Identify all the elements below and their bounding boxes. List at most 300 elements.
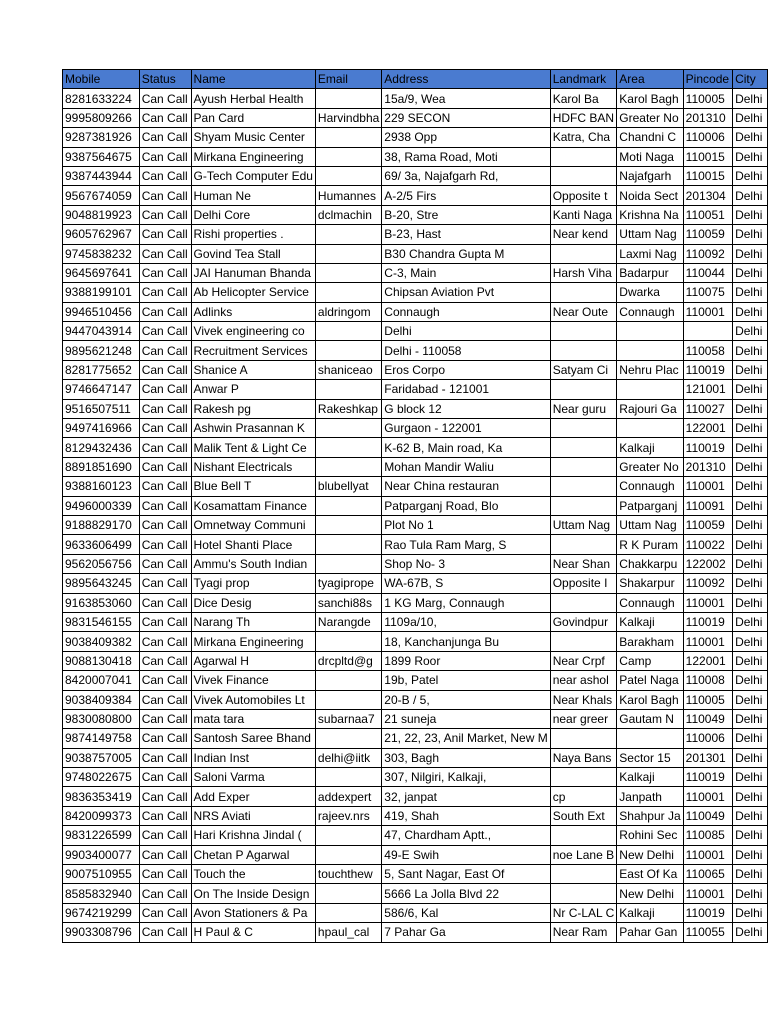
cell-email[interactable] [315, 244, 381, 263]
cell-pincode[interactable]: 110065 [683, 865, 732, 884]
cell-pincode[interactable]: 201310 [683, 108, 732, 127]
cell-landmark[interactable] [550, 283, 617, 302]
cell-pincode[interactable]: 110001 [683, 845, 732, 864]
cell-city[interactable]: Delhi [733, 845, 768, 864]
cell-pincode[interactable]: 110027 [683, 399, 732, 418]
col-header-area[interactable]: Area [617, 70, 683, 89]
cell-landmark[interactable] [550, 477, 617, 496]
cell-area[interactable]: Noida Sect [617, 186, 683, 205]
cell-address[interactable]: 307, Nilgiri, Kalkaji, [382, 768, 550, 787]
cell-mobile[interactable]: 8281775652 [63, 360, 140, 379]
cell-status[interactable]: Can Call [139, 903, 191, 922]
cell-address[interactable]: 19b, Patel [382, 671, 550, 690]
cell-address[interactable]: Delhi - 110058 [382, 341, 550, 360]
cell-mobile[interactable]: 9447043914 [63, 322, 140, 341]
cell-status[interactable]: Can Call [139, 806, 191, 825]
cell-mobile[interactable]: 9746647147 [63, 380, 140, 399]
cell-status[interactable]: Can Call [139, 128, 191, 147]
cell-city[interactable]: Delhi [733, 380, 768, 399]
cell-city[interactable]: Delhi [733, 166, 768, 185]
cell-landmark[interactable] [550, 865, 617, 884]
cell-mobile[interactable]: 9748022675 [63, 768, 140, 787]
cell-pincode[interactable]: 110005 [683, 89, 732, 108]
cell-landmark[interactable] [550, 457, 617, 476]
cell-landmark[interactable]: Near Ram [550, 923, 617, 942]
cell-area[interactable]: Moti Naga [617, 147, 683, 166]
cell-area[interactable] [617, 341, 683, 360]
cell-name[interactable]: NRS Aviati [191, 806, 315, 825]
cell-status[interactable]: Can Call [139, 283, 191, 302]
cell-area[interactable]: Camp [617, 651, 683, 670]
cell-landmark[interactable]: near greer [550, 709, 617, 728]
cell-status[interactable]: Can Call [139, 166, 191, 185]
cell-status[interactable]: Can Call [139, 515, 191, 534]
cell-name[interactable]: G-Tech Computer Edu [191, 166, 315, 185]
cell-area[interactable]: Rohini Sec [617, 826, 683, 845]
cell-city[interactable]: Delhi [733, 438, 768, 457]
cell-email[interactable] [315, 554, 381, 573]
cell-name[interactable]: Anwar P [191, 380, 315, 399]
cell-name[interactable]: Ammu's South Indian [191, 554, 315, 573]
cell-name[interactable]: Rishi properties . [191, 225, 315, 244]
cell-city[interactable]: Delhi [733, 263, 768, 282]
cell-pincode[interactable]: 201310 [683, 457, 732, 476]
cell-name[interactable]: Vivek Finance [191, 671, 315, 690]
cell-landmark[interactable]: Near Crpf [550, 651, 617, 670]
cell-status[interactable]: Can Call [139, 535, 191, 554]
cell-area[interactable]: Uttam Nag [617, 225, 683, 244]
cell-area[interactable]: Kalkaji [617, 768, 683, 787]
cell-landmark[interactable]: Near Shan [550, 554, 617, 573]
cell-area[interactable]: Sector 15 [617, 748, 683, 767]
cell-name[interactable]: H Paul & C [191, 923, 315, 942]
cell-address[interactable]: Delhi [382, 322, 550, 341]
cell-area[interactable] [617, 380, 683, 399]
cell-mobile[interactable]: 9188829170 [63, 515, 140, 534]
cell-name[interactable]: Santosh Saree Bhand [191, 729, 315, 748]
cell-mobile[interactable]: 9007510955 [63, 865, 140, 884]
cell-status[interactable]: Can Call [139, 593, 191, 612]
cell-mobile[interactable]: 9903400077 [63, 845, 140, 864]
cell-email[interactable] [315, 380, 381, 399]
cell-name[interactable]: Ayush Herbal Health [191, 89, 315, 108]
cell-address[interactable]: 18, Kanchanjunga Bu [382, 632, 550, 651]
cell-pincode[interactable]: 110015 [683, 147, 732, 166]
cell-mobile[interactable]: 9387443944 [63, 166, 140, 185]
cell-mobile[interactable]: 8420099373 [63, 806, 140, 825]
cell-landmark[interactable]: Near guru [550, 399, 617, 418]
cell-city[interactable]: Delhi [733, 574, 768, 593]
cell-email[interactable] [315, 147, 381, 166]
cell-name[interactable]: mata tara [191, 709, 315, 728]
cell-city[interactable]: Delhi [733, 554, 768, 573]
cell-name[interactable]: Avon Stationers & Pa [191, 903, 315, 922]
cell-city[interactable]: Delhi [733, 477, 768, 496]
cell-status[interactable]: Can Call [139, 884, 191, 903]
cell-landmark[interactable]: Satyam Ci [550, 360, 617, 379]
cell-status[interactable]: Can Call [139, 826, 191, 845]
cell-email[interactable] [315, 166, 381, 185]
cell-pincode[interactable]: 122001 [683, 419, 732, 438]
cell-status[interactable]: Can Call [139, 748, 191, 767]
cell-mobile[interactable]: 9946510456 [63, 302, 140, 321]
cell-name[interactable]: Ashwin Prasannan K [191, 419, 315, 438]
cell-mobile[interactable]: 9048819923 [63, 205, 140, 224]
cell-address[interactable]: Shop No- 3 [382, 554, 550, 573]
cell-city[interactable]: Delhi [733, 225, 768, 244]
col-header-status[interactable]: Status [139, 70, 191, 89]
cell-mobile[interactable]: 9567674059 [63, 186, 140, 205]
cell-email[interactable]: aldringom [315, 302, 381, 321]
cell-name[interactable]: Ab Helicopter Service [191, 283, 315, 302]
cell-pincode[interactable]: 110059 [683, 515, 732, 534]
cell-landmark[interactable] [550, 438, 617, 457]
cell-email[interactable]: addexpert [315, 787, 381, 806]
cell-address[interactable]: 49-E Swih [382, 845, 550, 864]
cell-mobile[interactable]: 9831546155 [63, 612, 140, 631]
cell-address[interactable]: Faridabad - 121001 [382, 380, 550, 399]
cell-mobile[interactable]: 9038757005 [63, 748, 140, 767]
cell-pincode[interactable]: 110008 [683, 671, 732, 690]
cell-status[interactable]: Can Call [139, 845, 191, 864]
cell-pincode[interactable]: 110092 [683, 244, 732, 263]
cell-landmark[interactable]: Near kend [550, 225, 617, 244]
cell-mobile[interactable]: 9633606499 [63, 535, 140, 554]
col-header-landmark[interactable]: Landmark [550, 70, 617, 89]
cell-area[interactable]: Patparganj [617, 496, 683, 515]
cell-name[interactable]: Mirkana Engineering [191, 632, 315, 651]
cell-address[interactable]: B-23, Hast [382, 225, 550, 244]
cell-pincode[interactable]: 110075 [683, 283, 732, 302]
cell-name[interactable]: Recruitment Services [191, 341, 315, 360]
cell-city[interactable]: Delhi [733, 671, 768, 690]
cell-name[interactable]: Vivek Automobiles Lt [191, 690, 315, 709]
cell-name[interactable]: Chetan P Agarwal [191, 845, 315, 864]
cell-address[interactable]: 2938 Opp [382, 128, 550, 147]
cell-name[interactable]: Tyagi prop [191, 574, 315, 593]
cell-address[interactable]: Connaugh [382, 302, 550, 321]
cell-status[interactable]: Can Call [139, 302, 191, 321]
cell-email[interactable]: shaniceao [315, 360, 381, 379]
cell-name[interactable]: Agarwal H [191, 651, 315, 670]
col-header-mobile[interactable]: Mobile [63, 70, 140, 89]
cell-landmark[interactable]: noe Lane B [550, 845, 617, 864]
cell-email[interactable]: touchthew [315, 865, 381, 884]
cell-email[interactable] [315, 419, 381, 438]
cell-mobile[interactable]: 9388160123 [63, 477, 140, 496]
cell-area[interactable]: Karol Bagh [617, 89, 683, 108]
cell-landmark[interactable]: cp [550, 787, 617, 806]
cell-pincode[interactable]: 110022 [683, 535, 732, 554]
cell-name[interactable]: JAI Hanuman Bhanda [191, 263, 315, 282]
cell-landmark[interactable] [550, 166, 617, 185]
cell-mobile[interactable]: 9387564675 [63, 147, 140, 166]
cell-city[interactable]: Delhi [733, 535, 768, 554]
cell-status[interactable]: Can Call [139, 244, 191, 263]
cell-city[interactable]: Delhi [733, 89, 768, 108]
cell-mobile[interactable]: 9895643245 [63, 574, 140, 593]
cell-address[interactable]: Plot No 1 [382, 515, 550, 534]
cell-mobile[interactable]: 8585832940 [63, 884, 140, 903]
cell-city[interactable]: Delhi [733, 244, 768, 263]
cell-area[interactable]: Kalkaji [617, 612, 683, 631]
cell-area[interactable]: Uttam Nag [617, 515, 683, 534]
cell-address[interactable]: 32, janpat [382, 787, 550, 806]
cell-mobile[interactable]: 9745838232 [63, 244, 140, 263]
cell-email[interactable] [315, 128, 381, 147]
cell-name[interactable]: Shanice A [191, 360, 315, 379]
cell-address[interactable]: 419, Shah [382, 806, 550, 825]
cell-status[interactable]: Can Call [139, 399, 191, 418]
cell-city[interactable]: Delhi [733, 806, 768, 825]
cell-landmark[interactable]: HDFC BAN [550, 108, 617, 127]
cell-name[interactable]: Narang Th [191, 612, 315, 631]
cell-landmark[interactable] [550, 535, 617, 554]
cell-email[interactable]: Harvindbha [315, 108, 381, 127]
cell-status[interactable]: Can Call [139, 205, 191, 224]
cell-pincode[interactable]: 122002 [683, 554, 732, 573]
cell-city[interactable]: Delhi [733, 651, 768, 670]
cell-landmark[interactable]: Katra, Cha [550, 128, 617, 147]
cell-address[interactable]: B-20, Stre [382, 205, 550, 224]
cell-city[interactable]: Delhi [733, 360, 768, 379]
cell-city[interactable]: Delhi [733, 748, 768, 767]
cell-city[interactable]: Delhi [733, 593, 768, 612]
cell-status[interactable]: Can Call [139, 186, 191, 205]
cell-address[interactable]: K-62 B, Main road, Ka [382, 438, 550, 457]
cell-area[interactable]: Chandni C [617, 128, 683, 147]
cell-pincode[interactable]: 110092 [683, 574, 732, 593]
cell-name[interactable]: Blue Bell T [191, 477, 315, 496]
cell-email[interactable] [315, 89, 381, 108]
cell-name[interactable]: On The Inside Design [191, 884, 315, 903]
cell-pincode[interactable]: 110015 [683, 166, 732, 185]
cell-email[interactable] [315, 826, 381, 845]
cell-area[interactable]: Connaugh [617, 302, 683, 321]
cell-pincode[interactable]: 110006 [683, 128, 732, 147]
cell-address[interactable]: C-3, Main [382, 263, 550, 282]
cell-pincode[interactable]: 110051 [683, 205, 732, 224]
cell-address[interactable]: 5666 La Jolla Blvd 22 [382, 884, 550, 903]
cell-pincode[interactable]: 110019 [683, 360, 732, 379]
cell-mobile[interactable]: 9088130418 [63, 651, 140, 670]
cell-city[interactable]: Delhi [733, 128, 768, 147]
cell-email[interactable] [315, 515, 381, 534]
cell-pincode[interactable]: 110019 [683, 768, 732, 787]
cell-city[interactable]: Delhi [733, 496, 768, 515]
cell-pincode[interactable]: 201304 [683, 186, 732, 205]
cell-area[interactable]: Dwarka [617, 283, 683, 302]
cell-email[interactable] [315, 225, 381, 244]
cell-city[interactable]: Delhi [733, 865, 768, 884]
cell-landmark[interactable]: near ashol [550, 671, 617, 690]
col-header-email[interactable]: Email [315, 70, 381, 89]
cell-pincode[interactable]: 110006 [683, 729, 732, 748]
cell-address[interactable]: 69/ 3a, Najafgarh Rd, [382, 166, 550, 185]
cell-email[interactable] [315, 457, 381, 476]
cell-area[interactable]: Rajouri Ga [617, 399, 683, 418]
cell-status[interactable]: Can Call [139, 419, 191, 438]
cell-address[interactable]: Near China restauran [382, 477, 550, 496]
cell-email[interactable] [315, 496, 381, 515]
cell-landmark[interactable]: Opposite I [550, 574, 617, 593]
cell-area[interactable]: Shakarpur [617, 574, 683, 593]
cell-email[interactable] [315, 903, 381, 922]
cell-status[interactable]: Can Call [139, 612, 191, 631]
cell-mobile[interactable]: 9496000339 [63, 496, 140, 515]
cell-name[interactable]: Rakesh pg [191, 399, 315, 418]
cell-landmark[interactable]: Uttam Nag [550, 515, 617, 534]
cell-name[interactable]: Pan Card [191, 108, 315, 127]
cell-email[interactable] [315, 438, 381, 457]
cell-area[interactable]: Connaugh [617, 593, 683, 612]
cell-pincode[interactable]: 110059 [683, 225, 732, 244]
cell-area[interactable]: Gautam N [617, 709, 683, 728]
cell-status[interactable]: Can Call [139, 923, 191, 942]
cell-pincode[interactable]: 110005 [683, 690, 732, 709]
cell-landmark[interactable]: Opposite t [550, 186, 617, 205]
cell-address[interactable]: Gurgaon - 122001 [382, 419, 550, 438]
cell-name[interactable]: Mirkana Engineering [191, 147, 315, 166]
cell-area[interactable]: New Delhi [617, 884, 683, 903]
cell-address[interactable]: 1899 Roor [382, 651, 550, 670]
cell-landmark[interactable] [550, 341, 617, 360]
cell-city[interactable]: Delhi [733, 612, 768, 631]
cell-area[interactable]: Barakham [617, 632, 683, 651]
cell-status[interactable]: Can Call [139, 632, 191, 651]
cell-area[interactable]: Pahar Gan [617, 923, 683, 942]
cell-address[interactable]: Eros Corpo [382, 360, 550, 379]
cell-city[interactable]: Delhi [733, 341, 768, 360]
cell-email[interactable]: delhi@iitk [315, 748, 381, 767]
cell-status[interactable]: Can Call [139, 225, 191, 244]
cell-name[interactable]: Saloni Varma [191, 768, 315, 787]
cell-city[interactable]: Delhi [733, 884, 768, 903]
cell-pincode[interactable]: 110019 [683, 612, 732, 631]
cell-landmark[interactable]: Harsh Viha [550, 263, 617, 282]
cell-address[interactable]: 7 Pahar Ga [382, 923, 550, 942]
cell-city[interactable]: Delhi [733, 283, 768, 302]
cell-name[interactable]: Dice Desig [191, 593, 315, 612]
cell-landmark[interactable]: Nr C-LAL C [550, 903, 617, 922]
cell-city[interactable]: Delhi [733, 632, 768, 651]
cell-area[interactable]: Janpath [617, 787, 683, 806]
cell-area[interactable]: Badarpur [617, 263, 683, 282]
cell-address[interactable]: A-2/5 Firs [382, 186, 550, 205]
cell-name[interactable]: Add Exper [191, 787, 315, 806]
cell-area[interactable]: Shahpur Ja [617, 806, 683, 825]
cell-mobile[interactable]: 9038409384 [63, 690, 140, 709]
cell-email[interactable]: Rakeshkap [315, 399, 381, 418]
cell-status[interactable]: Can Call [139, 690, 191, 709]
cell-mobile[interactable]: 9497416966 [63, 419, 140, 438]
cell-mobile[interactable]: 9516507511 [63, 399, 140, 418]
cell-city[interactable]: Delhi [733, 690, 768, 709]
cell-address[interactable]: B30 Chandra Gupta M [382, 244, 550, 263]
cell-address[interactable]: 15a/9, Wea [382, 89, 550, 108]
cell-status[interactable]: Can Call [139, 496, 191, 515]
cell-landmark[interactable]: Near Khals [550, 690, 617, 709]
cell-pincode[interactable]: 110001 [683, 884, 732, 903]
cell-address[interactable]: G block 12 [382, 399, 550, 418]
cell-landmark[interactable]: Kanti Naga [550, 205, 617, 224]
cell-landmark[interactable]: Naya Bans [550, 748, 617, 767]
cell-name[interactable]: Kosamattam Finance [191, 496, 315, 515]
cell-address[interactable]: 586/6, Kal [382, 903, 550, 922]
cell-name[interactable]: Hari Krishna Jindal ( [191, 826, 315, 845]
cell-area[interactable]: Kalkaji [617, 903, 683, 922]
cell-pincode[interactable]: 110001 [683, 302, 732, 321]
cell-city[interactable]: Delhi [733, 457, 768, 476]
cell-address[interactable]: 20-B / 5, [382, 690, 550, 709]
cell-landmark[interactable] [550, 826, 617, 845]
cell-name[interactable]: Indian Inst [191, 748, 315, 767]
cell-mobile[interactable]: 9038409382 [63, 632, 140, 651]
cell-city[interactable]: Delhi [733, 322, 768, 341]
cell-status[interactable]: Can Call [139, 865, 191, 884]
cell-pincode[interactable]: 110044 [683, 263, 732, 282]
cell-address[interactable]: Patparganj Road, Blo [382, 496, 550, 515]
cell-area[interactable]: Krishna Na [617, 205, 683, 224]
cell-address[interactable]: 303, Bagh [382, 748, 550, 767]
cell-name[interactable]: Hotel Shanti Place [191, 535, 315, 554]
cell-email[interactable] [315, 729, 381, 748]
cell-landmark[interactable] [550, 729, 617, 748]
cell-status[interactable]: Can Call [139, 709, 191, 728]
cell-city[interactable]: Delhi [733, 768, 768, 787]
cell-name[interactable]: Human Ne [191, 186, 315, 205]
cell-status[interactable]: Can Call [139, 438, 191, 457]
cell-city[interactable]: Delhi [733, 709, 768, 728]
cell-name[interactable]: Shyam Music Center [191, 128, 315, 147]
cell-status[interactable]: Can Call [139, 574, 191, 593]
cell-name[interactable]: Touch the [191, 865, 315, 884]
cell-mobile[interactable]: 9163853060 [63, 593, 140, 612]
cell-email[interactable] [315, 845, 381, 864]
cell-mobile[interactable]: 9895621248 [63, 341, 140, 360]
cell-status[interactable]: Can Call [139, 380, 191, 399]
cell-area[interactable]: New Delhi [617, 845, 683, 864]
cell-pincode[interactable] [683, 322, 732, 341]
cell-landmark[interactable] [550, 593, 617, 612]
cell-area[interactable]: Nehru Plac [617, 360, 683, 379]
cell-landmark[interactable] [550, 632, 617, 651]
col-header-address[interactable]: Address [382, 70, 550, 89]
cell-area[interactable] [617, 322, 683, 341]
cell-address[interactable]: Rao Tula Ram Marg, S [382, 535, 550, 554]
cell-pincode[interactable]: 110001 [683, 593, 732, 612]
cell-status[interactable]: Can Call [139, 147, 191, 166]
cell-city[interactable]: Delhi [733, 108, 768, 127]
cell-email[interactable] [315, 263, 381, 282]
cell-address[interactable]: 1 KG Marg, Connaugh [382, 593, 550, 612]
cell-email[interactable]: rajeev.nrs [315, 806, 381, 825]
cell-city[interactable]: Delhi [733, 903, 768, 922]
cell-mobile[interactable]: 9388199101 [63, 283, 140, 302]
cell-mobile[interactable]: 9287381926 [63, 128, 140, 147]
cell-city[interactable]: Delhi [733, 302, 768, 321]
cell-status[interactable]: Can Call [139, 651, 191, 670]
cell-city[interactable]: Delhi [733, 419, 768, 438]
cell-landmark[interactable]: Karol Ba [550, 89, 617, 108]
cell-address[interactable]: 38, Rama Road, Moti [382, 147, 550, 166]
cell-status[interactable]: Can Call [139, 554, 191, 573]
cell-area[interactable]: Najafgarh [617, 166, 683, 185]
cell-pincode[interactable]: 110058 [683, 341, 732, 360]
cell-status[interactable]: Can Call [139, 768, 191, 787]
cell-status[interactable]: Can Call [139, 457, 191, 476]
cell-pincode[interactable]: 110049 [683, 709, 732, 728]
